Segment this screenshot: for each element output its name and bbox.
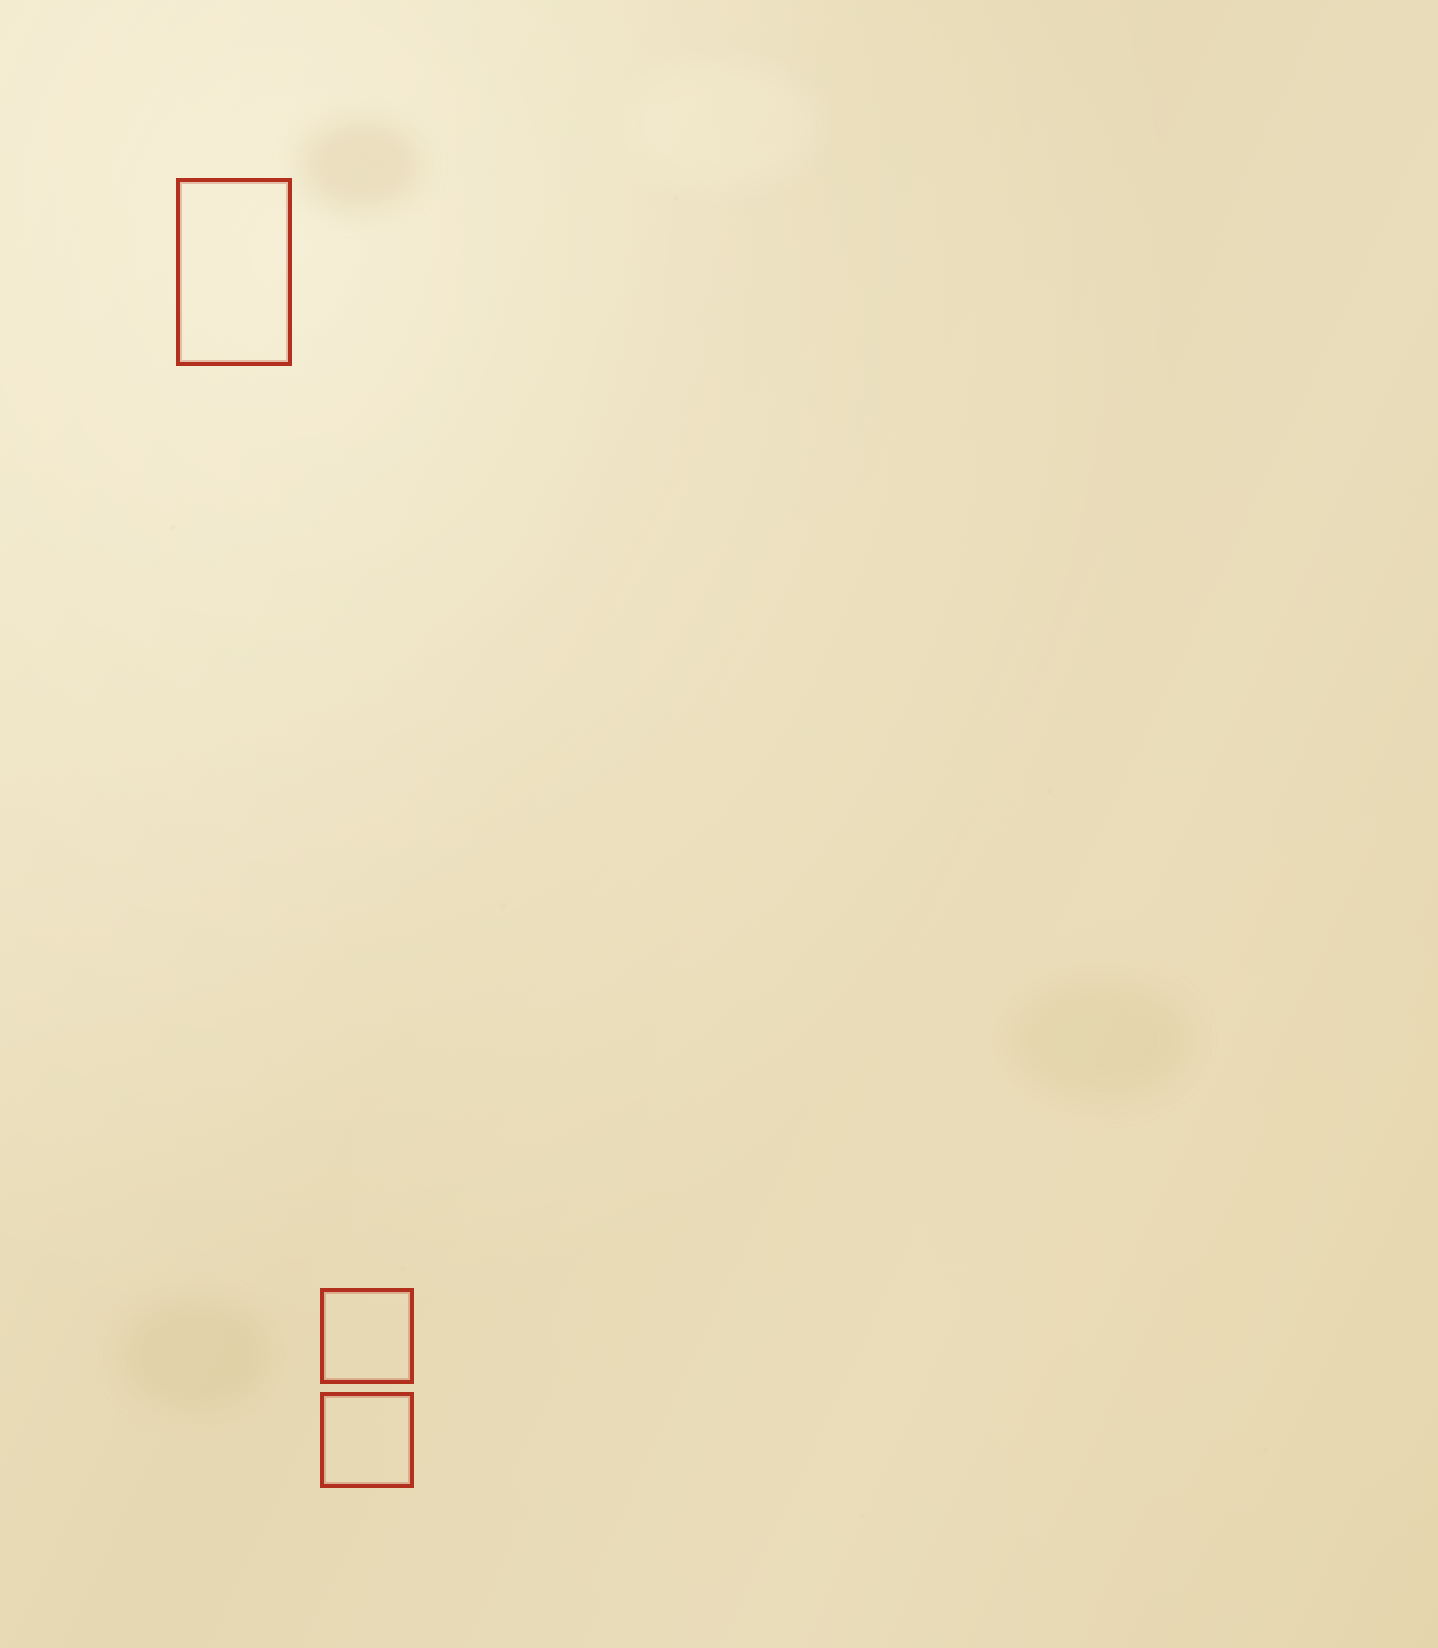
seal-character [367, 1292, 410, 1336]
collector-seal-top [176, 178, 292, 366]
artist-seal-lower [320, 1392, 414, 1488]
artist-seal-upper [320, 1288, 414, 1384]
seal-character [324, 1440, 367, 1484]
seal-character [180, 182, 234, 272]
seal-character [324, 1396, 367, 1440]
seal-character [234, 272, 288, 362]
seal-character [367, 1396, 410, 1440]
seal-character [180, 272, 234, 362]
seal-character [367, 1336, 410, 1380]
seal-character [324, 1292, 367, 1336]
seal-character [324, 1336, 367, 1380]
seal-character [234, 182, 288, 272]
seal-character [367, 1440, 410, 1484]
